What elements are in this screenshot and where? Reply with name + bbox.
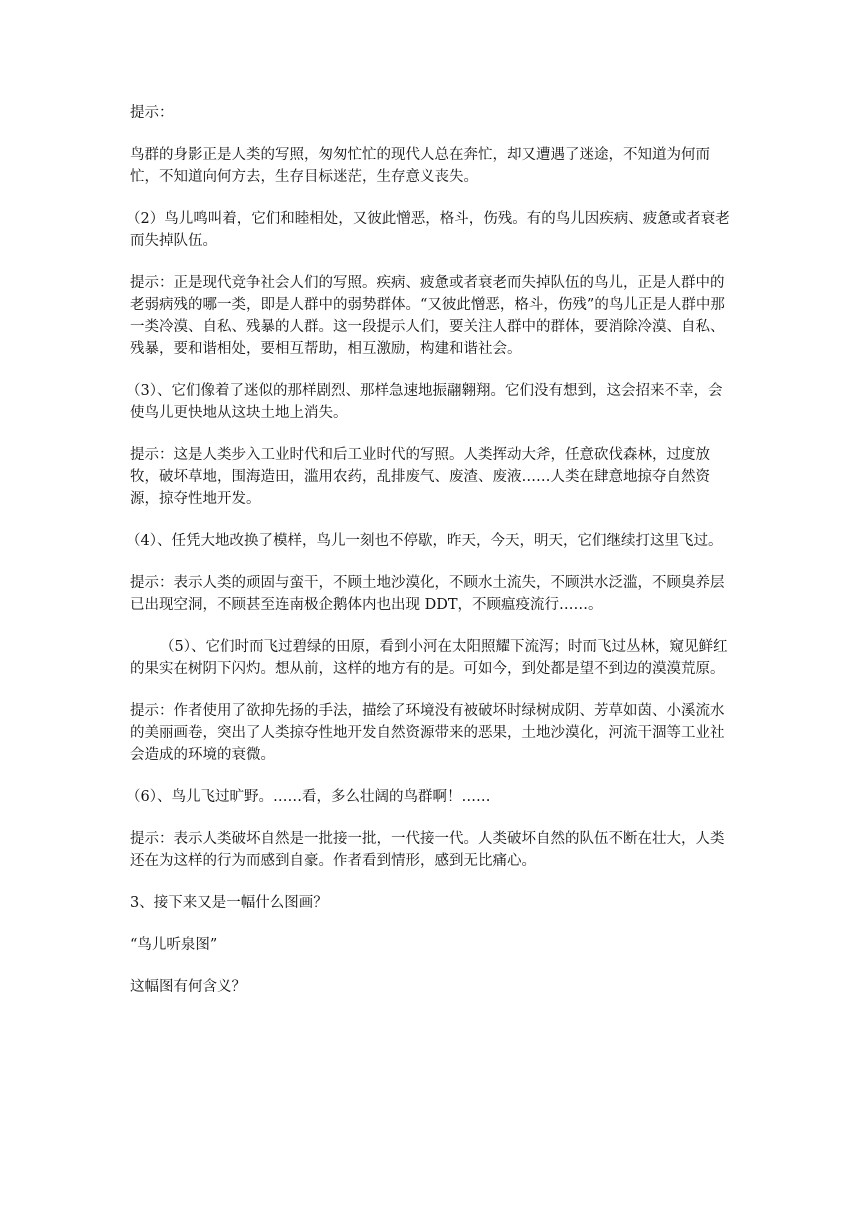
paragraph-question-5: （5）、它们时而飞过碧绿的田原，看到小河在太阳照耀下流泻；时而飞过丛林，窥见鲜红的果实在树阴下闪灼。想从前，这样的地方有的是。可如今，到处都是望不到边的漠漠荒原。: [130, 639, 728, 677]
paragraph-hint-label: 提示：: [130, 105, 174, 121]
paragraph-question-3: （3）、它们像着了迷似的那样剧烈、那样急速地振翮翱翔。它们没有想到，这会招来不幸，会使鸟儿更快地从这块土地上消失。: [126, 383, 723, 421]
paragraph-question-2: （2）鸟儿鸣叫着，它们和睦相处，又彼此憎恶，格斗，伤残。有的鸟儿因疾病、疲惫或者衰老而失掉队伍。: [126, 211, 730, 249]
paragraph-question-4: （4）、任凭大地改换了模样，鸟儿一刻也不停歇，昨天，今天，明天，它们继续打这里飞过。: [126, 533, 723, 549]
paragraph-question-6: （6）、鸟儿飞过旷野。……看，多么壮阔的鸟群啊！……: [126, 789, 491, 805]
paragraph-hint-5: 提示：作者使用了欲抑先扬的手法，描绘了环境没有被破坏时绿树成阴、芳草如茵、小溪流水的美丽画卷，突出了人类掠夺性地开发自然资源带来的恶果，土地沙漠化，河流干涸等工业社会造成的环境的衰微。: [130, 703, 725, 763]
paragraph-hint-birds: 鸟群的身影正是人类的写照，匆匆忙忙的现代人总在奔忙，却又遭遇了迷途，不知道为何而忙，不知道向何方去，生存目标迷茫，生存意义丧失。: [130, 147, 710, 185]
paragraph-hint-3: 提示：这是人类步入工业时代和后工业时代的写照。人类挥动大斧，任意砍伐森林，过度放牧，破坏草地，围海造田，滥用农药，乱排废气、废渣、废液……人类在肆意地掠夺自然资源，掠夺性地开发。: [130, 447, 710, 507]
paragraph-picture-meaning: 这幅图有何含义？: [130, 979, 246, 995]
paragraph-hint-4: 提示：表示人类的顽固与蛮干，不顾土地沙漠化，不顾水土流失，不顾洪水泛滥，不顾臭养层已出现空洞，不顾甚至连南极企鹅体内也出现 DDT，不顾瘟疫流行……。: [130, 575, 725, 613]
paragraph-hint-2: 提示：正是现代竞争社会人们的写照。疾病、疲惫或者衰老而失掉队伍的鸟儿，正是人群中的老弱病残的哪一类，即是人群中的弱势群体。“又彼此憎恶，格斗，伤残”的鸟儿正是人群中那一类冷漠、自私、残暴的人群。这一段提示人们，要关注人群中的群体，要消除冷漠、自私、残暴，要和谐相处，要相互帮助，相互激励，构建和谐社会。: [130, 275, 725, 357]
paragraph-question-next-picture: 3、接下来又是一幅什么图画？: [130, 895, 328, 911]
paragraph-hint-6: 提示：表示人类破坏自然是一批接一批，一代接一代。人类破坏自然的队伍不断在壮大，人类还在为这样的行为而感到自豪。作者看到情形，感到无比痛心。: [130, 831, 725, 869]
document-body: [126, 102, 735, 998]
paragraph-picture-title: “鸟儿听泉图”: [130, 937, 218, 953]
